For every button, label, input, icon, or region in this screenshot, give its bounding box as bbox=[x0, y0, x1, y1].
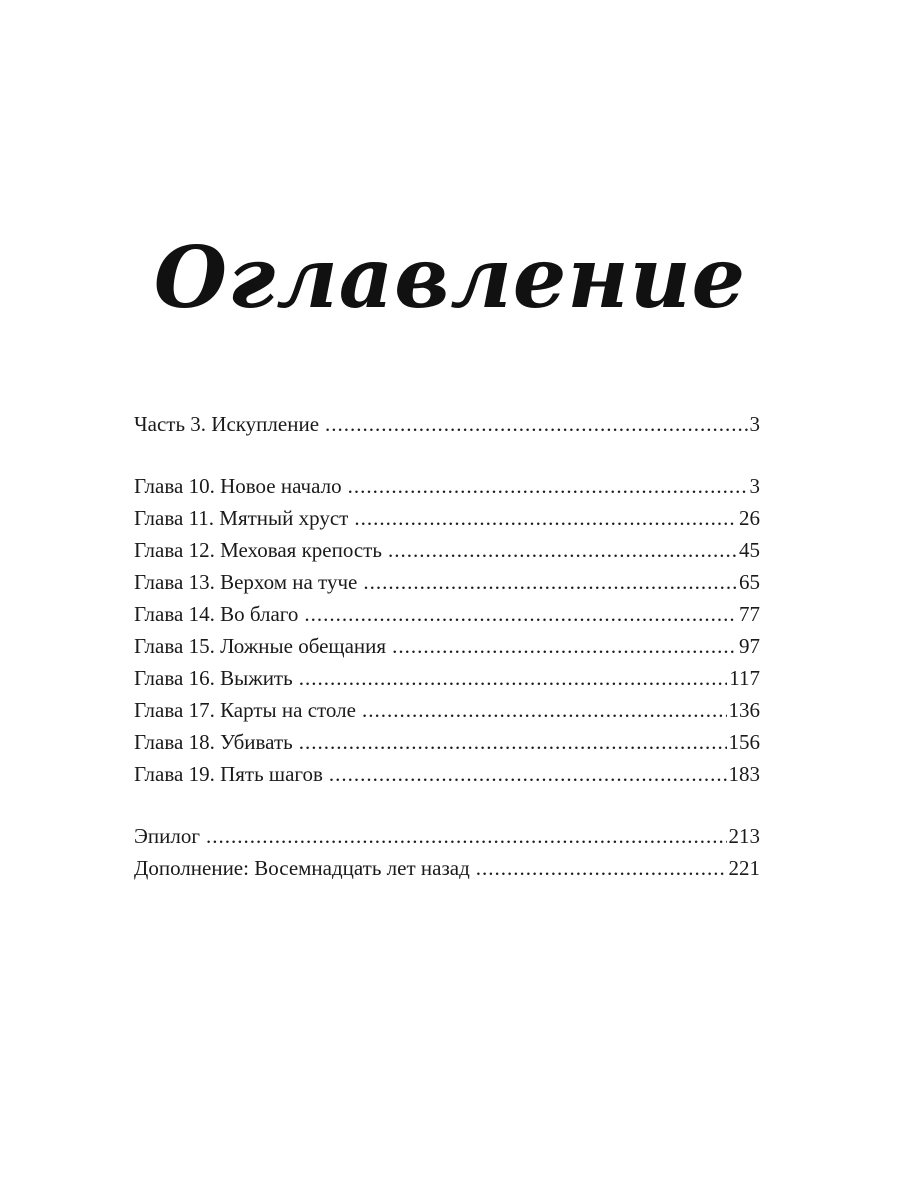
page-title: Оглавление bbox=[153, 228, 747, 327]
toc-entry-label: Глава 16. Выжить bbox=[134, 666, 293, 690]
toc-entry-chapter bbox=[134, 598, 760, 630]
dot-leader bbox=[354, 502, 737, 534]
toc-entry-label: Эпилог bbox=[134, 824, 200, 848]
toc-entry-label: Часть 3. Искупление bbox=[134, 412, 320, 436]
toc-entry-part bbox=[134, 408, 760, 440]
toc-entry-label: Глава 10. Новое начало bbox=[134, 474, 342, 498]
dot-leader bbox=[363, 566, 737, 598]
dot-leader bbox=[362, 694, 727, 726]
dot-leader bbox=[325, 408, 747, 440]
toc-entry-page: 65 bbox=[739, 570, 760, 594]
toc-entry-chapter bbox=[134, 470, 760, 502]
toc-entry-label: Глава 12. Меховая крепость bbox=[134, 538, 382, 562]
toc-entry-epilogue bbox=[134, 820, 760, 852]
table-of-contents bbox=[134, 408, 760, 914]
toc-entry-chapter bbox=[134, 630, 760, 662]
toc-entry-page: 3 bbox=[749, 474, 760, 498]
toc-entry-page: 136 bbox=[728, 698, 760, 722]
toc-entry-label: Глава 13. Верхом на туче bbox=[134, 570, 358, 594]
toc-entry-chapter bbox=[134, 566, 760, 598]
toc-entry-page: 156 bbox=[728, 730, 760, 754]
toc-part-group bbox=[134, 408, 760, 440]
toc-entry-label: Глава 15. Ложные обещания bbox=[134, 634, 387, 658]
dot-leader bbox=[388, 534, 737, 566]
toc-entry-page: 45 bbox=[739, 538, 760, 562]
toc-chapters-group bbox=[134, 470, 760, 790]
toc-entry-appendix bbox=[134, 852, 760, 884]
toc-entry-label: Глава 18. Убивать bbox=[134, 730, 293, 754]
toc-entry-page: 97 bbox=[739, 634, 760, 658]
toc-entry-page: 77 bbox=[739, 602, 760, 626]
dot-leader bbox=[206, 820, 727, 852]
toc-entry-label: Глава 14. Во благо bbox=[134, 602, 299, 626]
toc-entry-chapter bbox=[134, 694, 760, 726]
dot-leader bbox=[329, 758, 727, 790]
dot-leader bbox=[392, 630, 737, 662]
toc-entry-page: 3 bbox=[749, 412, 760, 436]
toc-entry-page: 117 bbox=[729, 666, 760, 690]
dot-leader bbox=[299, 662, 728, 694]
toc-entry-label: Дополнение: Восемнадцать лет назад bbox=[134, 856, 470, 880]
toc-entry-label: Глава 19. Пять шагов bbox=[134, 762, 323, 786]
toc-entry-page: 26 bbox=[739, 506, 760, 530]
toc-entry-label: Глава 11. Мятный хруст bbox=[134, 506, 349, 530]
toc-entry-chapter bbox=[134, 758, 760, 790]
dot-leader bbox=[304, 598, 737, 630]
toc-entry-page: 221 bbox=[728, 856, 760, 880]
toc-entry-chapter bbox=[134, 534, 760, 566]
dot-leader bbox=[348, 470, 748, 502]
toc-entry-page: 183 bbox=[728, 762, 760, 786]
toc-entry-label: Глава 17. Карты на столе bbox=[134, 698, 356, 722]
toc-entry-chapter bbox=[134, 502, 760, 534]
toc-entry-chapter bbox=[134, 662, 760, 694]
toc-entry-chapter bbox=[134, 726, 760, 758]
toc-extras-group bbox=[134, 820, 760, 884]
dot-leader bbox=[476, 852, 727, 884]
dot-leader bbox=[299, 726, 727, 758]
toc-entry-page: 213 bbox=[728, 824, 760, 848]
